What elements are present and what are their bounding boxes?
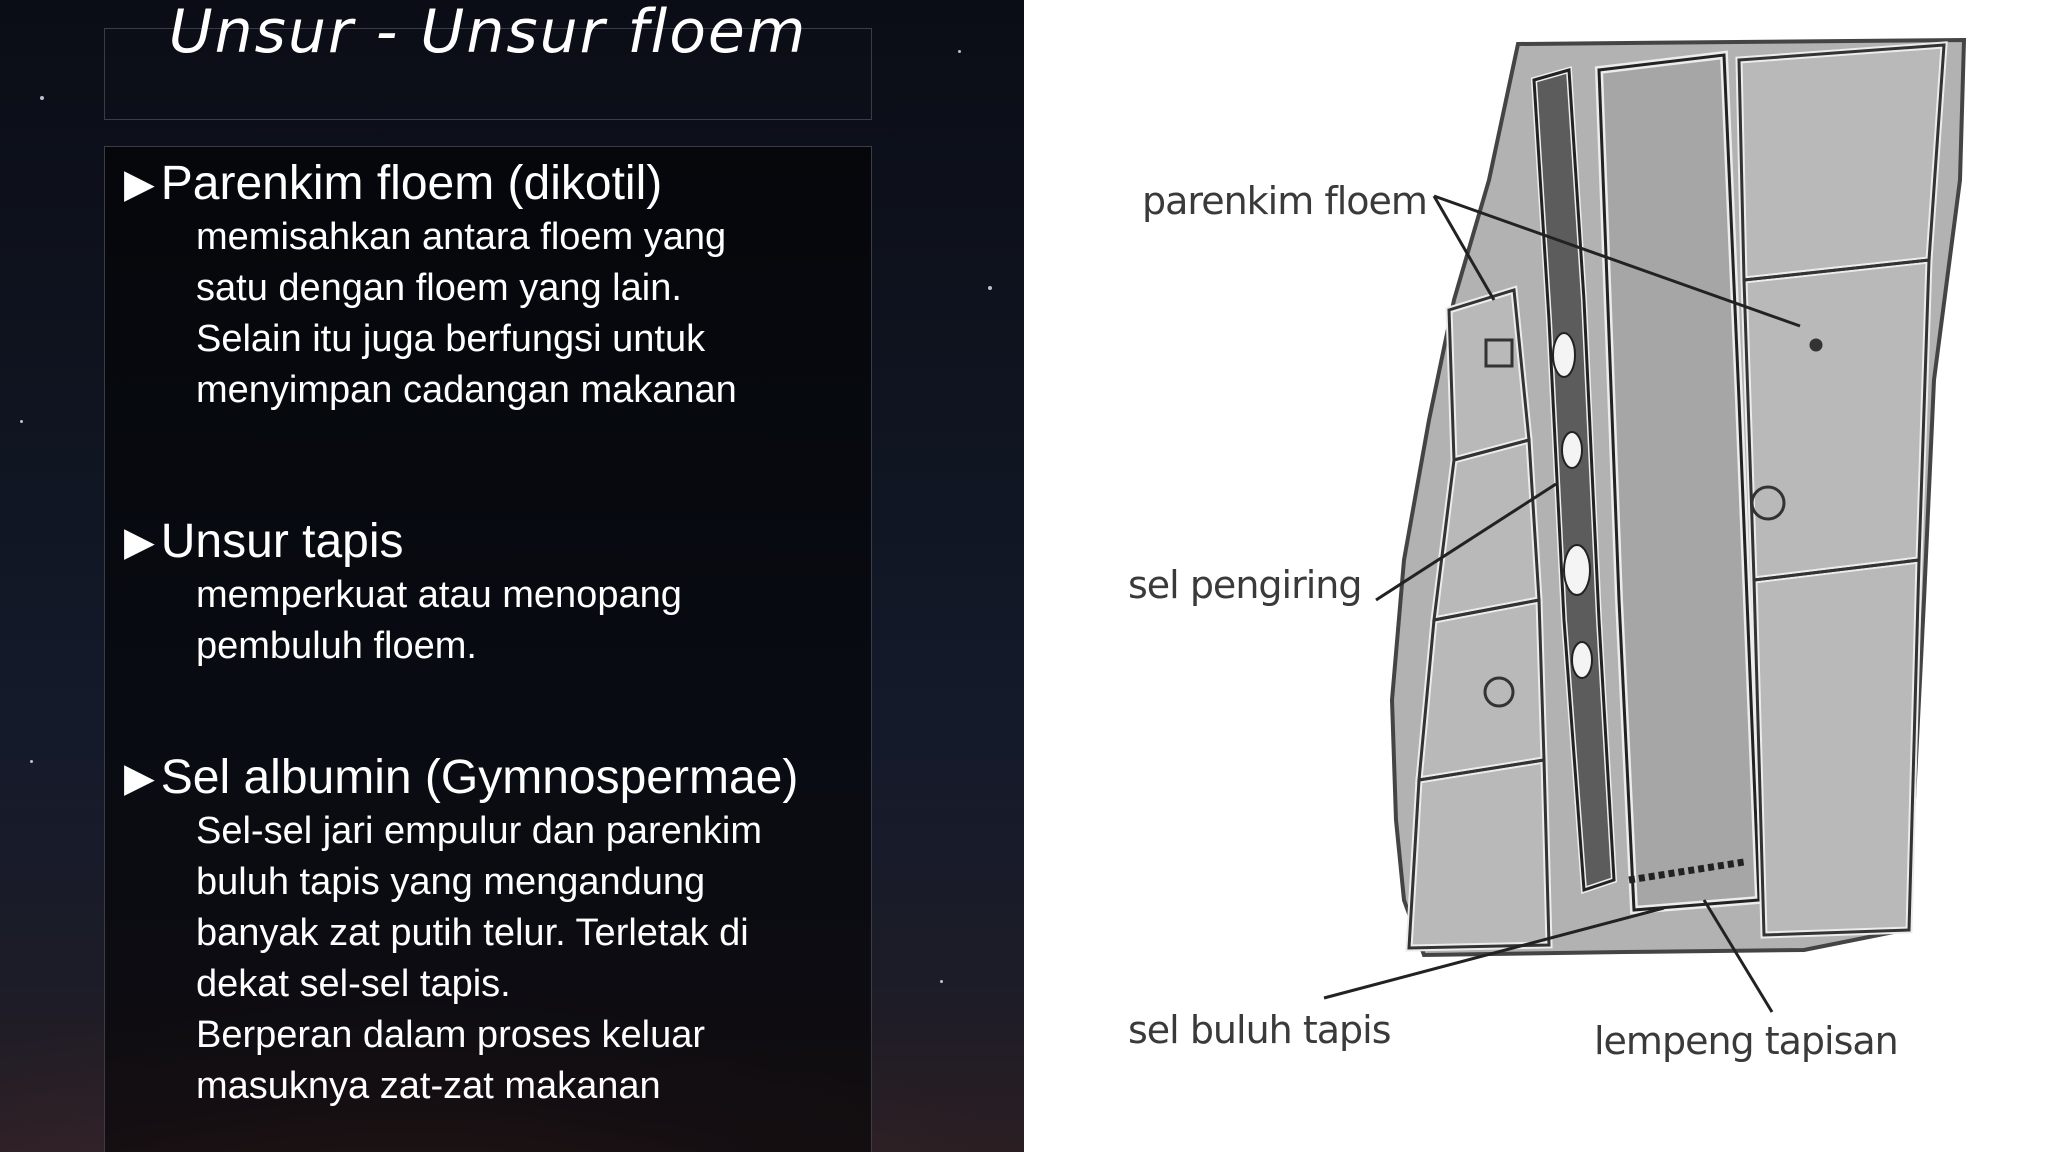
- star-decoration: [940, 980, 943, 983]
- label-sel-pengiring: sel pengiring: [1128, 563, 1362, 607]
- section-body: [196, 570, 864, 672]
- section-heading: Parenkim floem (dikotil): [160, 157, 663, 210]
- triangle-right-icon: ▶: [124, 520, 155, 564]
- triangle-right-icon: ▶: [124, 162, 155, 206]
- section-unsur-tapis: [124, 514, 864, 672]
- section-sel-albumin: [124, 750, 864, 1112]
- slide-title: Unsur - Unsur floem: [168, 0, 808, 67]
- body-line: dekat sel-sel tapis.: [196, 963, 511, 1005]
- slide-text-panel: [0, 0, 1024, 1152]
- body-line: satu dengan floem yang lain.: [196, 267, 682, 309]
- star-decoration: [40, 96, 44, 100]
- label-sel-buluh-tapis: sel buluh tapis: [1128, 1008, 1391, 1052]
- body-line: memperkuat atau menopang: [196, 574, 682, 616]
- body-line: pembuluh floem.: [196, 625, 477, 667]
- body-line: Selain itu juga berfungsi untuk: [196, 318, 706, 360]
- star-decoration: [988, 286, 992, 290]
- body-line: buluh tapis yang mengandung: [196, 861, 706, 903]
- star-decoration: [958, 50, 961, 53]
- section-parenkim: [124, 156, 864, 416]
- section-heading: Unsur tapis: [160, 515, 404, 568]
- phloem-illustration: [1024, 0, 2048, 1152]
- triangle-right-icon: ▶: [124, 756, 155, 800]
- section-body: [196, 806, 864, 1112]
- body-line: banyak zat putih telur. Terletak di: [196, 912, 749, 954]
- body-line: masuknya zat-zat makanan: [196, 1065, 661, 1107]
- body-line: memisahkan antara floem yang: [196, 216, 727, 258]
- phloem-diagram: [1024, 0, 2048, 1152]
- label-parenkim-floem: parenkim floem: [1142, 179, 1427, 223]
- star-decoration: [20, 420, 23, 423]
- body-line: menyimpan cadangan makanan: [196, 369, 737, 411]
- section-body: [196, 212, 864, 416]
- star-decoration: [30, 760, 33, 763]
- body-line: Sel-sel jari empulur dan parenkim: [196, 810, 763, 852]
- label-lempeng-tapisan: lempeng tapisan: [1594, 1019, 1898, 1063]
- body-line: Berperan dalam proses keluar: [196, 1014, 706, 1056]
- section-heading: Sel albumin (Gymnospermae): [160, 751, 799, 804]
